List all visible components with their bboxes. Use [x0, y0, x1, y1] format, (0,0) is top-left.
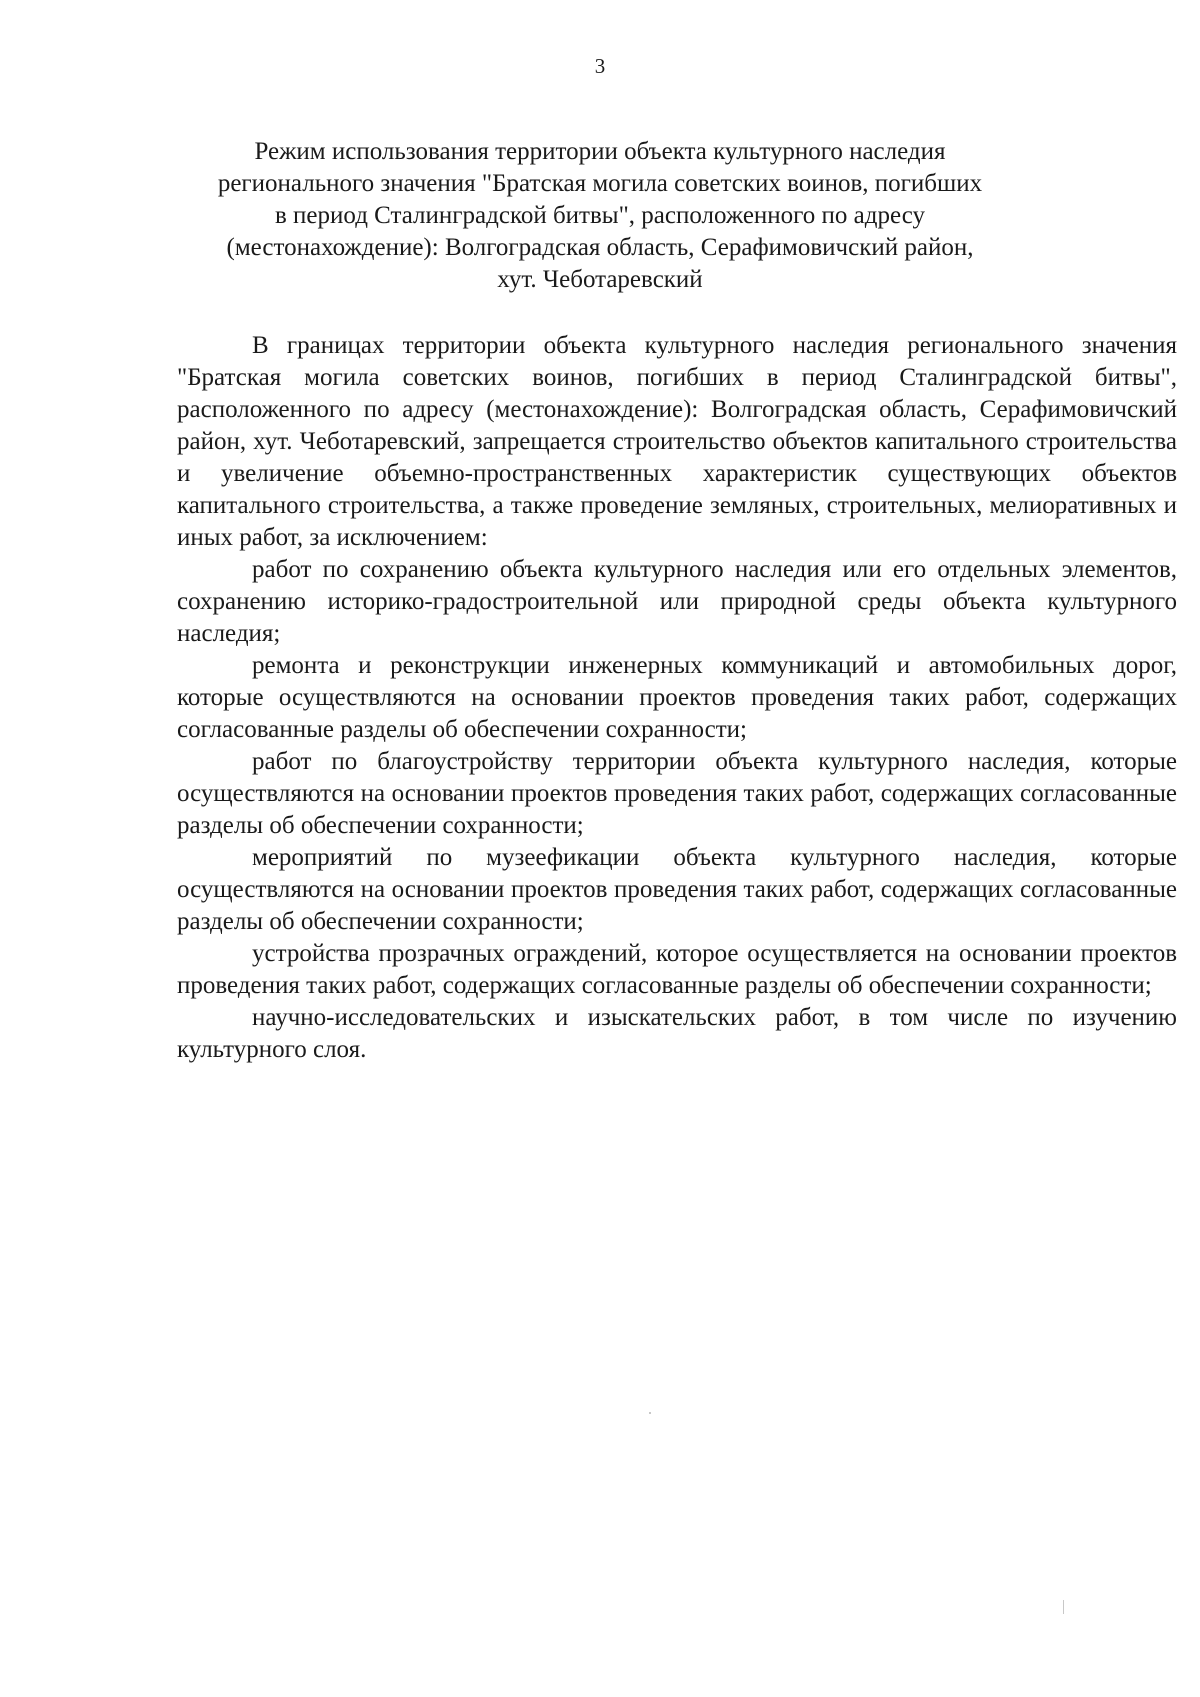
exception-item: научно-исследовательских и изыскательских работ, в том числе по изучению культурного слоя.	[177, 1004, 1177, 1063]
exception-item: работ по сохранению объекта культурного наследия или его отдельных элементов, сохранению историко-градостроительной или природной среды объекта культурного наследия;	[177, 556, 1177, 647]
exception-item: устройства прозрачных ограждений, которое осуществляется на основании проектов проведения таких работ, содержащих согласованные разделы об обеспечении сохранности;	[177, 940, 1177, 999]
exception-item: работ по благоустройству территории объекта культурного наследия, которые осуществляются на основании проектов проведения таких работ, содержащих согласованные разделы об обеспечении сохранности;	[177, 748, 1177, 839]
title-line: (местонахождение): Волгоградская область, Серафимовичский район,	[226, 234, 974, 261]
title-line: хут. Чеботаревский	[497, 266, 703, 293]
document-title	[200, 136, 1000, 296]
title-line: в период Сталинградской битвы", расположенного по адресу	[275, 202, 925, 229]
intro-paragraph: В границах территории объекта культурного наследия регионального значения "Братская могила советских воинов, погибших в период Сталинградской битвы", расположенного по адресу (местонахождение): Волгоградская область, Серафимовичский район, хут. Чеботаревский, запрещается строительство объектов капитального строительства и увеличение объемно-пространственных характеристик существующих объектов капитального строительства, а также проведение земляных, строительных, мелиоративных и иных работ, за исключением:	[177, 332, 1177, 551]
scan-speck	[1063, 1600, 1064, 1614]
exception-item: мероприятий по музеефикации объекта культурного наследия, которые осуществляются на основании проектов проведения таких работ, содержащих согласованные разделы об обеспечении сохранности;	[177, 844, 1177, 935]
document-body	[177, 330, 1177, 1066]
scan-speck	[649, 1412, 651, 1414]
page-number: 3	[594, 54, 606, 78]
title-line: Режим использования территории объекта культурного наследия	[254, 138, 946, 165]
exception-item: ремонта и реконструкции инженерных коммуникаций и автомобильных дорог, которые осуществляются на основании проектов проведения таких работ, содержащих согласованные разделы об обеспечении сохранности;	[177, 652, 1177, 743]
title-line: регионального значения "Братская могила советских воинов, погибших	[217, 170, 983, 197]
